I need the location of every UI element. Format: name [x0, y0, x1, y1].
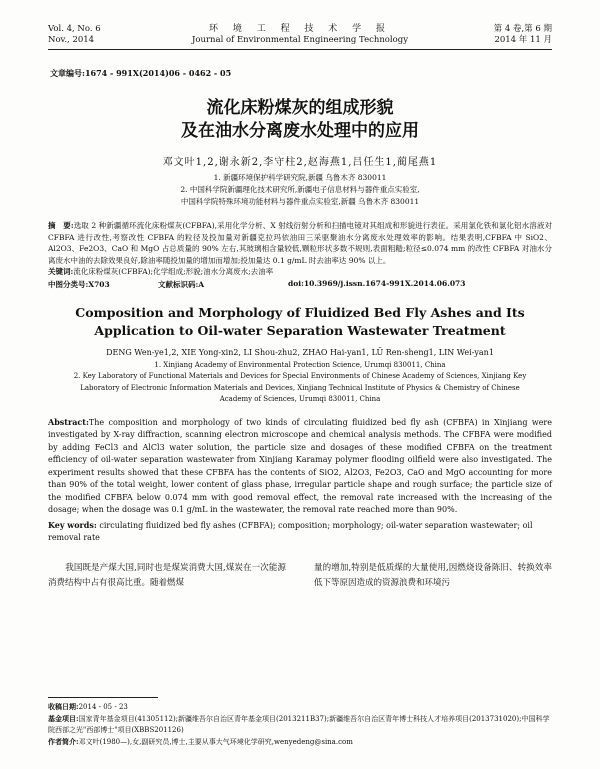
- keywords-en-text: circulating fluidized bed fly ashes (CFBFA); composition; morphology; oil-water separation wastewater; oil removal rate: [48, 520, 533, 542]
- authors-cn: 邓文叶1,2,谢永新2,李守柱2,赵海燕1,吕任生1,蔺尾燕1: [162, 157, 438, 168]
- title-en: [48, 304, 552, 340]
- header-right: [462, 24, 552, 46]
- running-header: [48, 24, 552, 46]
- abstract-cn-text: 选取 2 种新疆循环流化床粉煤灰(CFBFA),采用化学分析、X 射线衍射分析和扫描电镜对其组成和形貌进行表征。采用氯化铁和氯化铝水溶液对 CFBFA 进行改性,考察改性 CFBFA 的粒径及投加量对新疆克拉玛依油田三采驱聚油水分离废水处理效率的影响。结果表明,CFBFA 中 SiO2、Al2O3、Fe2O3、CaO 和 MgO 占总质量的 90% 左右,其玻璃相含量较低,颗粒形状多数不规则,表面粗糙;粒径≤0.074 mm 的改性 CFBFA 对油水分离废水中油的去除效果良好,除油率随投加量的增加而增加;投加量达 0.1 g/mL 时去油率达 90% 以上。: [48, 221, 552, 265]
- keywords-cn: [48, 266, 552, 278]
- fund-label: 基金项目:: [48, 714, 79, 723]
- received-label: 收稿日期:: [48, 702, 79, 711]
- title-cn: [48, 97, 552, 143]
- keywords-en: [48, 519, 552, 545]
- affiliation-en-2: 2. Key Laboratory of Functional Materials and Devices for Special Environments of Chinese Academy of Sciences, Xinjiang Key: [73, 372, 527, 380]
- received-date: 2014 - 05 - 23: [78, 703, 128, 711]
- keywords-cn-text: 流化床粉煤灰(CFBFA);化学组成;形貌;油水分离废水;去油率: [73, 267, 274, 276]
- header-volume-cn: 第 4 卷,第 6 期: [493, 24, 552, 34]
- document-code: 文献标识码:A: [158, 279, 205, 289]
- affiliation-en-4: Academy of Sciences, Urumqi 830011, China: [219, 395, 381, 403]
- authors-en: DENG Wen-ye1,2, XIE Yong-xin2, LI Shou-zhu2, ZHAO Hai-yan1, LÜ Ren-sheng1, LIN Wei-yan1: [106, 347, 494, 357]
- title-en-line-2: Application to Oil-water Separation Wastewater Treatment: [94, 322, 506, 338]
- keywords-en-label: Key words:: [48, 519, 97, 530]
- header-rule: [48, 49, 552, 50]
- abstract-cn-label: 摘 要:: [48, 221, 74, 230]
- author-bio-text: 邓文叶(1980—),女,副研究员,博士,主要从事大气环境化学研究,wenyedeng@sina.com: [78, 738, 353, 746]
- journal-name-en: Journal of Environmental Engineering Technology: [191, 35, 409, 45]
- footnote-author: [48, 736, 552, 748]
- footnote-fund: [48, 713, 552, 736]
- keywords-cn-label: 关键词:: [48, 267, 74, 276]
- clc-number: 中图分类号:X703: [48, 279, 110, 289]
- doi: doi:10.3969/j.issn.1674-991X.2014.06.073: [288, 278, 466, 288]
- affiliations-cn: [48, 172, 552, 208]
- footnote-rule: [48, 697, 158, 698]
- abstract-en: [48, 416, 552, 517]
- title-en-line-1: Composition and Morphology of Fluidized Bed Fly Ashes and Its: [75, 304, 525, 320]
- abstract-en-label: Abstract:: [48, 416, 89, 427]
- affiliation-cn-1: 1. 新疆环境保护科学研究院,新疆 乌鲁木齐 830011: [213, 173, 387, 182]
- affiliation-en-3: Laboratory of Electronic Information Materials and Devices, Xinjiang Technical Institute of Physics & Chemistry of Chinese: [80, 383, 520, 392]
- header-journal: [138, 24, 462, 46]
- affiliation-cn-2: 2. 中国科学院新疆理化技术研究所,新疆电子信息材料与器件重点实验室,: [180, 185, 420, 194]
- abstract-cn: [48, 220, 552, 266]
- author-bio-label: 作者简介:: [48, 737, 79, 746]
- header-volume-en: Vol. 4, No. 6: [48, 24, 101, 34]
- footnote-received: [48, 701, 552, 713]
- body-column-right: 量的增加,特别是低质煤的大量使用,因燃烧设备陈旧、转换效率低下等原因造成的资源浪费和环境污: [314, 562, 552, 588]
- classification-meta: [48, 279, 552, 290]
- fund-text: 国家青年基金项目(41305112);新疆维吾尔自治区青年基金项目(2013211B37);新疆维吾尔自治区青年博士科技人才培养项目(2013731020);中国科学院西部之光"西部博士"项目(XBBS201126): [48, 715, 550, 734]
- footnotes: [48, 701, 552, 748]
- body-text-cn: [48, 561, 552, 591]
- body-column-left: 我国既是产煤大国,同时也是煤炭消费大国,煤炭在一次能源消费结构中占有很高比重。随着燃煤: [48, 562, 286, 588]
- affiliations-en: [48, 360, 552, 406]
- article-number: 文章编号:1674 - 991X(2014)06 - 0462 - 05: [50, 68, 232, 78]
- title-cn-line-1: 流化床粉煤灰的组成形貌: [206, 98, 394, 118]
- abstract-en-text: The composition and morphology of two kinds of circulating fluidized bed fly ash (CFBFA) in Xinjiang were investigated by X-ray diffraction, scanning electron microscope and chemical analysis methods. The CFBFA were modified by adding FeCl3 and AlCl3 water solution, the particle size and dosages of these modified CFBFA on the treatment efficiency of oil-water separation wastewater from Xinjiang Karamay polymer flooding oilfield were also investigated. The experiment results showed that these CFBFA has the contents of SiO2, Al2O3, Fe2O3, CaO and MgO accounting for more than 90% of the total weight, lower content of glass phase, irregular particle shape and rough surface; the particle size of the modified CFBFA below 0.074 mm with good removal effect, the removal rate increased with the increasing of the dosage; when the dosage was 0.1 g/mL in the wastewater, the removal rate reached more than 90%.: [48, 417, 552, 514]
- affiliation-en-1: 1. Xinjiang Academy of Environmental Protection Science, Urumqi 830011, China: [154, 360, 446, 369]
- header-date-cn: 2014 年 11 月: [494, 35, 552, 45]
- journal-name-cn: 环 境 工 程 技 术 学 报: [208, 24, 392, 34]
- header-date-en: Nov., 2014: [48, 35, 95, 45]
- title-cn-line-2: 及在油水分离废水处理中的应用: [181, 121, 419, 141]
- header-left: [48, 24, 138, 46]
- affiliation-cn-3: 中国科学院特殊环境功能材料与器件重点实验室,新疆 乌鲁木齐 830011: [180, 197, 420, 206]
